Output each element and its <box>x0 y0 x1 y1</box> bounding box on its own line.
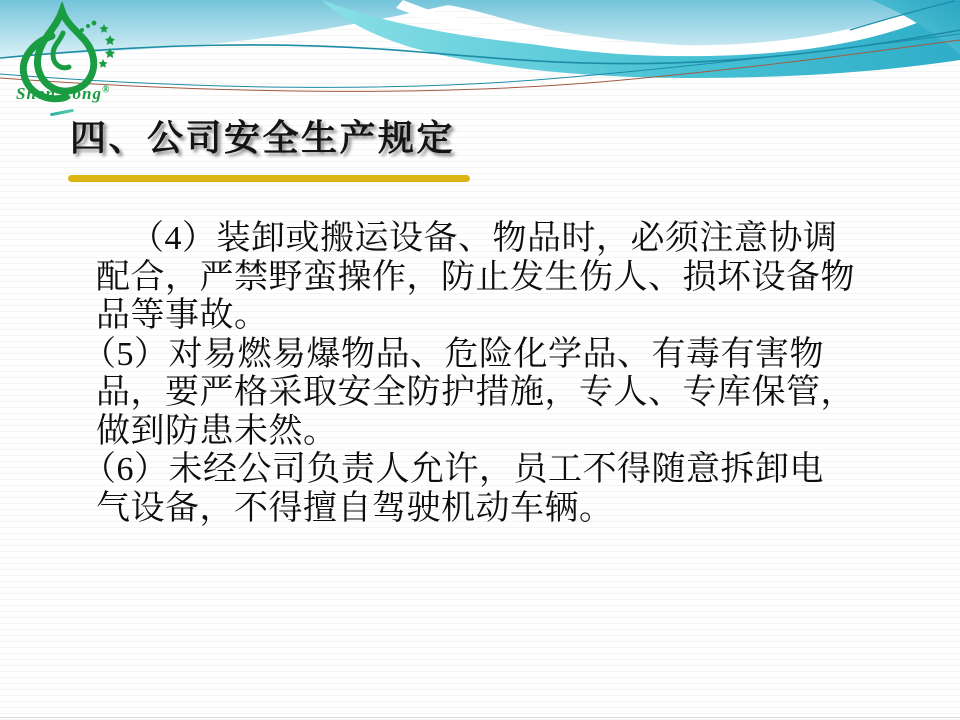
body-line-2: 配合，严禁野蛮操作，防止发生伤人、损坏设备物 <box>96 258 855 296</box>
slide-title: 四、公司安全生产规定 <box>70 117 456 158</box>
body-line-5: 品，要严格采取安全防护措施，专人、专库保管， <box>96 374 855 411</box>
body-text-block <box>82 220 882 528</box>
registered-mark: ® <box>102 84 111 96</box>
body-line-8: 气设备，不得擅自驾驶机动车辆。 <box>96 489 614 527</box>
bottom-edge-rule <box>0 717 960 718</box>
title-underline <box>68 175 470 182</box>
body-line-1: （4）装卸或搬运设备、物品时，必须注意协调 <box>130 220 838 257</box>
body-line-3: 品等事故。 <box>96 297 269 334</box>
body-line-7: （6）未经公司负责人允许，员工不得随意拆卸电 <box>82 451 824 488</box>
body-line-6: 做到防患未然。 <box>96 412 338 450</box>
body-line-4: （5）对易燃易爆物品、危险化学品、有毒有害物 <box>82 335 824 373</box>
brand-text: Shen Long <box>16 84 102 103</box>
brand-name <box>16 84 136 104</box>
